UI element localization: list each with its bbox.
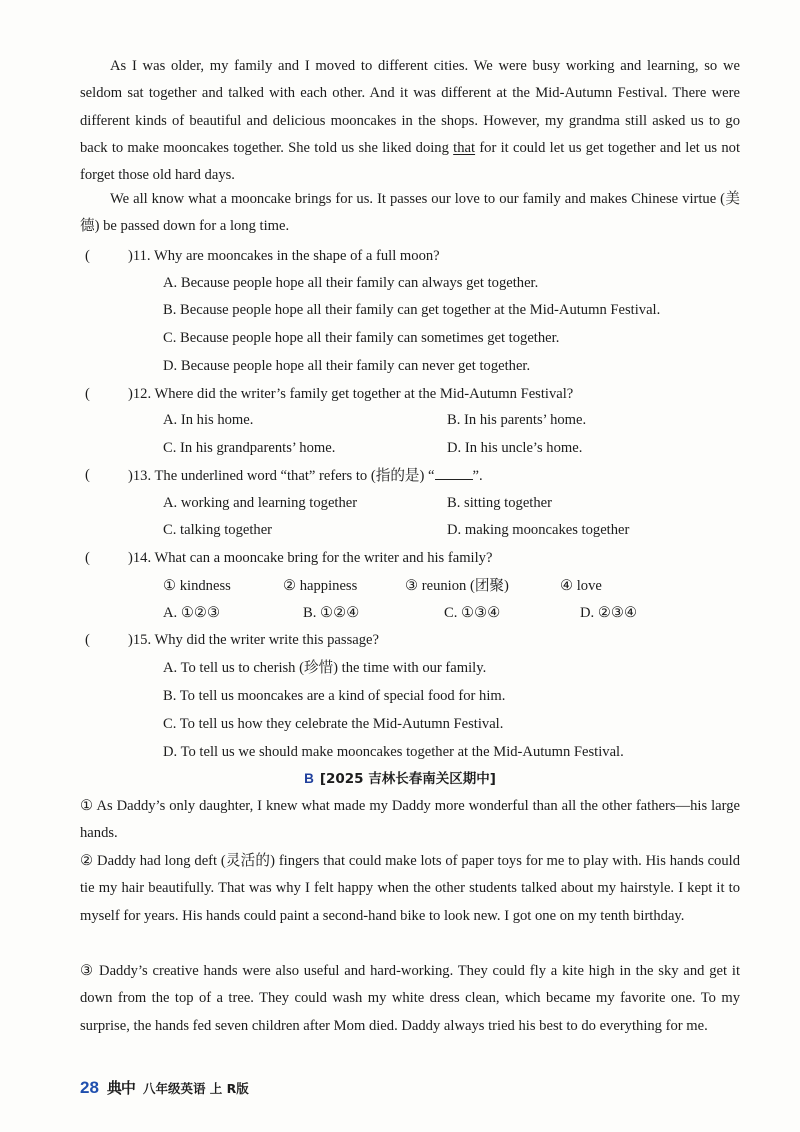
answer-paren[interactable]: ( bbox=[85, 632, 90, 648]
answer-paren[interactable]: ( bbox=[85, 467, 90, 483]
option-a: A. working and learning together bbox=[163, 495, 358, 511]
option-b: B. Because people hope all their family can get together at the Mid-Autumn Festival. bbox=[163, 302, 661, 318]
book-title: 八年级英语 上 R版 bbox=[142, 1081, 249, 1096]
passage-a-paragraph-2: We all know what a mooncake brings for us. It passes our love to our family and makes Chinese virtue (美德) be passed down for a long time. bbox=[80, 191, 740, 235]
option-c: C. In his grandparents’ home. bbox=[163, 440, 336, 456]
question-stem: )15. Why did the writer write this passage? bbox=[128, 632, 380, 648]
option-d: D. In his uncle’s home. bbox=[447, 440, 583, 456]
section-b-heading bbox=[0, 770, 800, 788]
passage-b-paragraph-1: ① As Daddy’s only daughter, I knew what made my Daddy more wonderful than all the other fathers—his large hands. bbox=[80, 798, 740, 842]
option-b: B. To tell us mooncakes are a kind of special food for him. bbox=[163, 688, 506, 704]
option-c: C. ①③④ bbox=[444, 605, 501, 621]
section-letter: B bbox=[304, 771, 314, 786]
section-source: [2025 吉林长春南关区期中] bbox=[319, 771, 496, 787]
question-stem: )13. The underlined word “that” refers to (指的是) “ ”. bbox=[128, 468, 483, 484]
choice-item-1: ① kindness bbox=[163, 578, 231, 594]
passage-b-paragraph-2: ② Daddy had long deft (灵活的) fingers that could make lots of paper toys for me to play with. His hands could tie my hair beautifully. That was why I felt happy when the other students talked about my hairstyle. I kept it to myself for years. His hands could paint a second-hand bike to look new. I got one on my tenth birthday. bbox=[80, 853, 740, 924]
page-number: 28 bbox=[80, 1078, 99, 1097]
page-footer bbox=[80, 1077, 249, 1100]
option-d: D. Because people hope all their family can never get together. bbox=[163, 358, 531, 374]
option-d: D. ②③④ bbox=[580, 605, 638, 621]
answer-paren[interactable]: ( bbox=[85, 550, 90, 566]
option-b: B. In his parents’ home. bbox=[447, 412, 587, 428]
question-stem: )12. Where did the writer’s family get together at the Mid-Autumn Festival? bbox=[128, 386, 574, 402]
option-a: A. In his home. bbox=[163, 412, 254, 428]
option-d: D. making mooncakes together bbox=[447, 522, 630, 538]
passage-b-paragraph-3: ③ Daddy’s creative hands were also useful and hard-working. They could fly a kite high in the sky and get it down from the top of a tree. They could wash my white dress clean, which became my favorite one. To my surprise, the hands fed seven children after Mom died. Daddy always tried his best to do everything for me. bbox=[80, 963, 740, 1034]
passage-a-paragraph-1: As I was older, my family and I moved to different cities. We were busy working and learning, so we seldom sat together and talked with each other. And it was different at the Mid-Autumn Festival. There were different kinds of beautiful and delicious mooncakes in the shops. However, my grandma still asked us to go back to make mooncakes together. She told us she liked doing that for it could let us get together and let us not forget those old hard days. bbox=[80, 58, 741, 184]
choice-item-3: ③ reunion (团聚) bbox=[405, 578, 509, 594]
option-a: A. To tell us to cherish (珍惜) the time with our family. bbox=[163, 660, 487, 676]
brand-logo: 典中 bbox=[106, 1079, 135, 1097]
option-c: C. Because people hope all their family can sometimes get together. bbox=[163, 330, 560, 346]
choice-item-2: ② happiness bbox=[283, 578, 358, 594]
option-b: B. ①②④ bbox=[303, 605, 360, 621]
question-stem: )11. Why are mooncakes in the shape of a full moon? bbox=[128, 248, 440, 264]
answer-paren[interactable]: ( bbox=[85, 248, 90, 264]
answer-paren[interactable]: ( bbox=[85, 386, 90, 402]
question-stem: )14. What can a mooncake bring for the writer and his family? bbox=[128, 550, 493, 566]
option-b: B. sitting together bbox=[447, 495, 552, 511]
option-d: D. To tell us we should make mooncakes together at the Mid-Autumn Festival. bbox=[163, 744, 624, 760]
option-c: C. talking together bbox=[163, 522, 273, 538]
option-a: A. Because people hope all their family can always get together. bbox=[163, 275, 539, 291]
option-c: C. To tell us how they celebrate the Mid-Autumn Festival. bbox=[163, 716, 504, 732]
choice-item-4: ④ love bbox=[560, 578, 602, 594]
fill-blank bbox=[435, 466, 473, 480]
option-a: A. ①②③ bbox=[163, 605, 221, 621]
underlined-word-that: that bbox=[453, 139, 476, 156]
